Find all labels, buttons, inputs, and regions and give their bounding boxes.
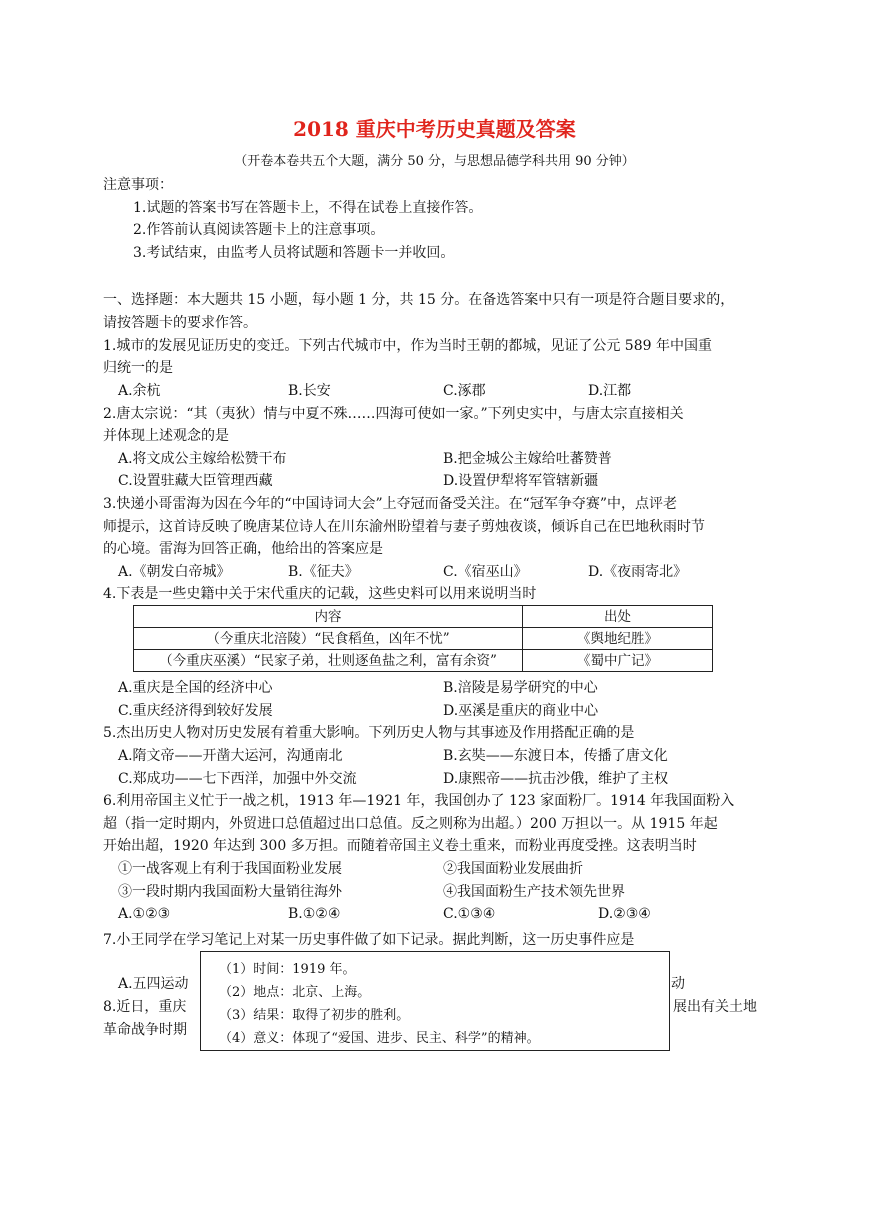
section-heading-cont: 请按答题卡的要求作答。	[103, 315, 257, 331]
table-row	[134, 650, 713, 672]
question-1-text: 1.城市的发展见证历史的变迁。下列古代城市中，作为当时王朝的都城，见证了公元 589 年中国重	[103, 338, 712, 354]
q1-option-a: A.余杭	[118, 383, 161, 399]
q4-option-d: D.巫溪是重庆的商业中心	[443, 703, 599, 719]
q6-statement: ②我国面粉业发展曲折	[443, 861, 583, 877]
question-6-text-cont: 开始出超，1920 年达到 300 多万担。而随着帝国主义卷土重来，而粉业再度受挫。这表明当时	[103, 838, 697, 854]
question-8-text: 8.近日，重庆	[103, 999, 187, 1015]
note-line: （4）意义：体现了“爱国、进步、民主、科学”的精神。	[219, 1031, 540, 1046]
source-table	[133, 605, 713, 672]
q3-option-a: A.《朝发白帝城》	[118, 564, 231, 580]
q3-option-b: B.《征夫》	[288, 564, 359, 580]
table-header: 内容	[134, 606, 523, 628]
q7-option-a: A.五四运动	[118, 976, 189, 992]
q3-option-c: C.《宿巫山》	[443, 564, 528, 580]
q6-option-c: C.①③④	[443, 906, 496, 922]
study-note-box	[200, 951, 670, 1051]
notice-heading: 注意事项：	[103, 177, 173, 193]
question-6-text-cont: 超（指一定时期内，外贸进口总值超过出口总值。反之则称为出超。）200 万担以一。从 1915 年起	[103, 816, 718, 832]
question-1-text-cont: 归统一的是	[103, 360, 173, 376]
question-7-text: 7.小王同学在学习笔记上对某一历史事件做了如下记录。据此判断，这一历史事件应是	[103, 932, 635, 948]
notice-item: 2.作答前认真阅读答题卡上的注意事项。	[133, 222, 385, 238]
question-4-text: 4.下表是一些史籍中关于宋代重庆的记载，这些史料可以用来说明当时	[103, 586, 537, 602]
q5-option-b: B.玄奘——东渡日本，传播了唐文化	[443, 748, 668, 764]
question-6-text: 6.利用帝国主义忙于一战之机，1913 年—1921 年，我国创办了 123 家面粉厂。1914 年我国面粉入	[103, 793, 735, 809]
q7-option-d-fragment: 动	[671, 976, 685, 992]
question-5-text: 5.杰出历史人物对历史发展有着重大影响。下列历史人物与其事迹及作用搭配正确的是	[103, 725, 635, 741]
note-line: （1）时间：1919 年。	[219, 962, 356, 977]
q6-statement: ①一战客观上有利于我国面粉业发展	[118, 861, 342, 877]
note-line: （3）结果：取得了初步的胜利。	[219, 1008, 410, 1023]
q4-option-b: B.涪陵是易学研究的中心	[443, 680, 598, 696]
question-2-text: 2.唐太宗说：“其（夷狄）情与中夏不殊……四海可使如一家。”下列史实中，与唐太宗直接相关	[103, 406, 684, 422]
q6-statement: ④我国面粉生产技术领先世界	[443, 884, 625, 900]
q6-option-a: A.①②③	[118, 906, 171, 922]
table-cell: （今重庆北涪陵）“民食稻鱼，凶年不忧”	[134, 628, 523, 650]
q6-statement: ③一段时期内我国面粉大量销往海外	[118, 884, 342, 900]
question-3-text-cont: 师提示，这首诗反映了晚唐某位诗人在川东渝州盼望着与妻子剪烛夜谈，倾诉自己在巴地秋雨时节	[103, 519, 705, 535]
note-line: （2）地点：北京、上海。	[219, 985, 371, 1000]
question-2-text-cont: 并体现上述观念的是	[103, 428, 229, 444]
q2-option-b: B.把金城公主嫁给吐蕃赞普	[443, 451, 612, 467]
q1-option-d: D.江都	[588, 383, 632, 399]
question-3-text: 3.快递小哥雷海为因在今年的“中国诗词大会”上夺冠而备受关注。在“冠军争夺赛”中，点评老	[103, 496, 677, 512]
question-8-text-end: 展出有关土地	[673, 999, 757, 1015]
q5-option-d: D.康熙帝——抗击沙俄，维护了主权	[443, 771, 669, 787]
table-header-row	[134, 606, 713, 628]
q2-option-a: A.将文成公主嫁给松赞干布	[118, 451, 287, 467]
q1-option-b: B.长安	[288, 383, 331, 399]
q2-option-d: D.设置伊犁将军管辖新疆	[443, 473, 599, 489]
question-3-text-cont: 的心境。雷海为回答正确，他给出的答案应是	[103, 541, 383, 557]
section-heading: 一、选择题：本大题共 15 小题，每小题 1 分，共 15 分。在备选答案中只有一项是符合题目要求的，	[103, 292, 735, 308]
table-cell: （今重庆巫溪）“民家子弟，壮则逐鱼盐之利，富有余资”	[134, 650, 523, 672]
q4-option-c: C.重庆经济得到较好发展	[118, 703, 273, 719]
q6-option-b: B.①②④	[288, 906, 341, 922]
page-title: 2018 重庆中考历史真题及答案	[293, 117, 576, 141]
q6-option-d: D.②③④	[598, 906, 651, 922]
q5-option-c: C.郑成功——七下西洋，加强中外交流	[118, 771, 357, 787]
q3-option-d: D.《夜雨寄北》	[588, 564, 688, 580]
notice-item: 1.试题的答案书写在答题卡上，不得在试卷上直接作答。	[133, 200, 483, 216]
notice-item: 3.考试结束，由监考人员将试题和答题卡一并收回。	[133, 245, 455, 261]
exam-subtitle: （开卷本卷共五个大题，满分 50 分，与思想品德学科共用 90 分钟）	[234, 154, 635, 169]
q2-option-c: C.设置驻藏大臣管理西藏	[118, 473, 273, 489]
question-8-text-cont: 革命战争时期	[103, 1022, 187, 1038]
q1-option-c: C.涿郡	[443, 383, 486, 399]
q5-option-a: A.隋文帝——开凿大运河，沟通南北	[118, 748, 343, 764]
table-row	[134, 628, 713, 650]
table-cell: 《蜀中广记》	[523, 650, 713, 672]
table-header: 出处	[523, 606, 713, 628]
q4-option-a: A.重庆是全国的经济中心	[118, 680, 273, 696]
table-cell: 《舆地纪胜》	[523, 628, 713, 650]
